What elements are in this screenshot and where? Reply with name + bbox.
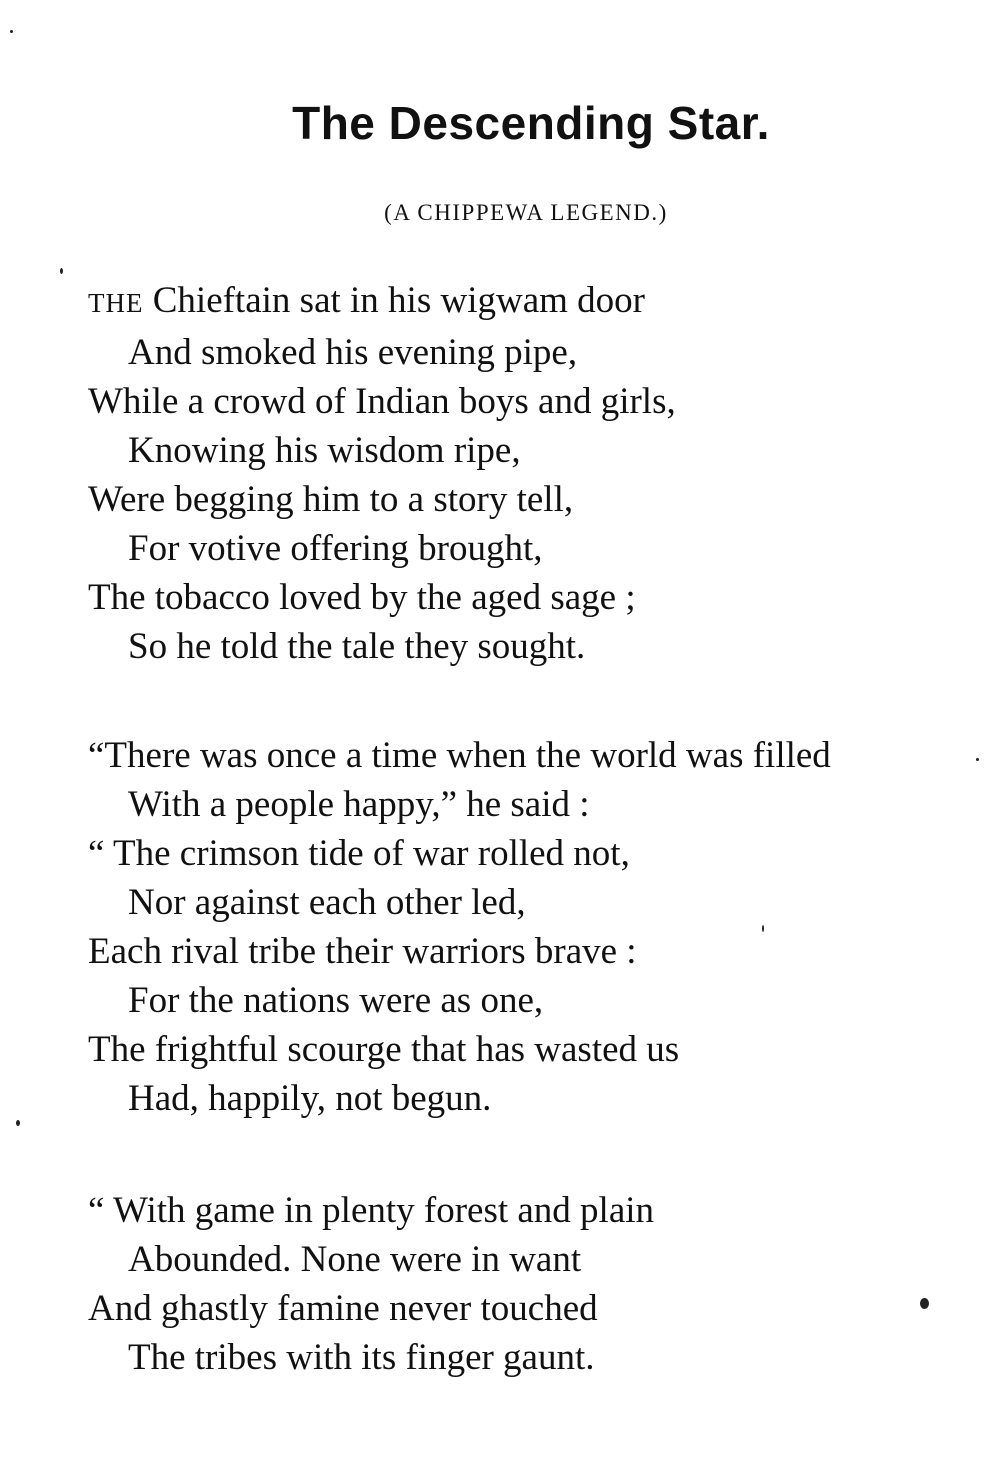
verse-line: While a crowd of Indian boys and girls, xyxy=(88,381,676,422)
verse-line: For the nations were as one, xyxy=(128,980,544,1021)
verse-line: “ The crimson tide of war rolled not, xyxy=(88,833,630,874)
print-speck xyxy=(60,268,63,274)
verse-line: The tribes with its finger gaunt. xyxy=(128,1337,595,1378)
print-speck xyxy=(16,1120,20,1126)
verse-line: So he told the tale they sought. xyxy=(128,626,586,667)
verse-line: Knowing his wisdom ripe, xyxy=(128,430,521,471)
verse-line: The tobacco loved by the aged sage ; xyxy=(88,577,636,618)
verse-line: The frightful scourge that has wasted us xyxy=(88,1029,680,1070)
verse-line xyxy=(88,276,988,328)
verse-line: With a people happy,” he said : xyxy=(128,784,590,825)
verse-line: Had, happily, not begun. xyxy=(128,1078,492,1119)
verse-line: For votive offering brought, xyxy=(128,528,543,569)
stanza-3 xyxy=(88,1186,988,1382)
verse-line: Nor against each other led, xyxy=(128,882,526,923)
verse-line: “ With game in plenty forest and plain xyxy=(88,1190,655,1231)
print-speck xyxy=(10,30,13,33)
verse-line: And ghastly famine never touched xyxy=(88,1288,598,1329)
verse-line: “There was once a time when the world was filled xyxy=(88,735,831,776)
poem-subtitle xyxy=(0,196,1000,228)
verse-line-text: Chieftain sat in his wigwam door xyxy=(143,280,645,321)
stanza-2 xyxy=(88,731,988,1123)
print-speck xyxy=(762,925,764,932)
subtitle-text: (A CHIPPEWA LEGEND.) xyxy=(384,200,668,225)
print-speck xyxy=(976,758,979,761)
print-speck xyxy=(920,1298,929,1309)
verse-lead-word: THE xyxy=(88,288,144,318)
verse-line: Each rival tribe their warriors brave : xyxy=(88,931,637,972)
verse-line: Were begging him to a story tell, xyxy=(88,479,574,520)
poem-title: The Descending Star. xyxy=(292,97,770,149)
stanza-1 xyxy=(88,276,988,671)
verse-line: Abounded. None were in want xyxy=(128,1239,582,1280)
verse-line: And smoked his evening pipe, xyxy=(128,332,578,373)
